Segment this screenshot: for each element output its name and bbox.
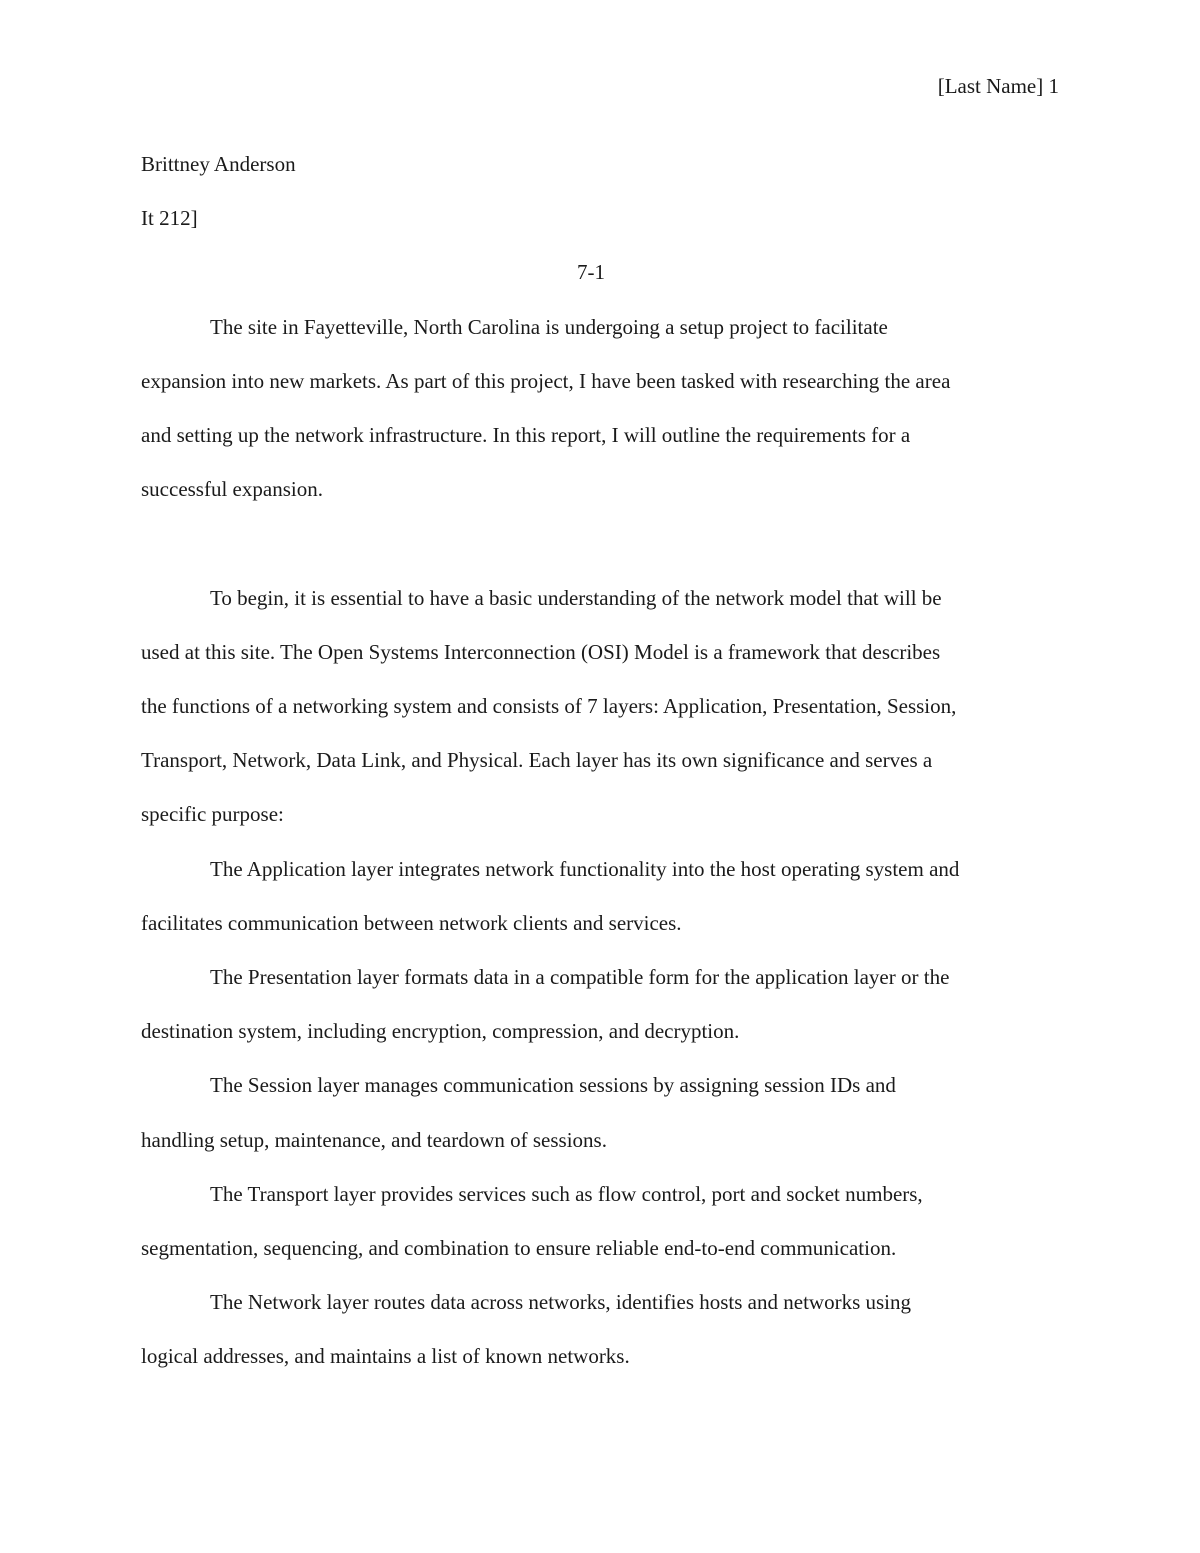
document-title: 7-1: [577, 260, 605, 285]
paragraph-line: handling setup, maintenance, and teardown of sessions.: [141, 1127, 607, 1152]
paragraph-line: Transport, Network, Data Link, and Physical. Each layer has its own significance and serves a: [141, 748, 933, 773]
document-body: [141, 137, 1061, 1384]
paragraph-line: the functions of a networking system and consists of 7 layers: Application, Presentation, Session,: [141, 694, 957, 719]
paragraph-line: logical addresses, and maintains a list of known networks.: [141, 1344, 630, 1369]
paragraph-network-layer: [141, 1275, 1061, 1383]
paragraph-intro: [141, 300, 1061, 517]
paragraph-line: The Application layer integrates network functionality into the host operating system and: [210, 856, 960, 881]
author-name: Brittney Anderson: [141, 152, 296, 176]
paragraph-line: specific purpose:: [141, 802, 284, 827]
paragraph-line: used at this site. The Open Systems Interconnection (OSI) Model is a framework that describes: [141, 639, 941, 664]
paragraph-application-layer: [141, 842, 1061, 950]
course-name: It 212]: [141, 206, 198, 231]
paragraph-line: successful expansion.: [141, 477, 323, 502]
paragraph-line: The Session layer manages communication sessions by assigning session IDs and: [210, 1073, 896, 1098]
paragraph-osi-model: [141, 571, 1061, 842]
paragraph-session-layer: [141, 1058, 1061, 1166]
paragraph-line: facilitates communication between network clients and services.: [141, 910, 682, 935]
paragraph-transport-layer: [141, 1167, 1061, 1275]
paragraph-line: destination system, including encryption, compression, and decryption.: [141, 1019, 740, 1044]
paragraph-line: The Transport layer provides services such as flow control, port and socket numbers,: [210, 1181, 923, 1206]
blank-line: [141, 516, 1061, 570]
paragraph-line: The Presentation layer formats data in a compatible form for the application layer or the: [210, 965, 950, 990]
paragraph-line: The Network layer routes data across networks, identifies hosts and networks using: [210, 1290, 911, 1315]
paragraph-line: segmentation, sequencing, and combination to ensure reliable end-to-end communication.: [141, 1236, 897, 1261]
paragraph-line: and setting up the network infrastructure. In this report, I will outline the requirements for a: [141, 423, 911, 448]
paragraph-line: The site in Fayetteville, North Carolina is undergoing a setup project to facilitate: [210, 314, 888, 339]
paragraph-presentation-layer: [141, 950, 1061, 1058]
paragraph-line: expansion into new markets. As part of this project, I have been tasked with researching the area: [141, 368, 951, 393]
page-header: [Last Name] 1: [937, 74, 1059, 98]
paragraph-line: To begin, it is essential to have a basic understanding of the network model that will be: [210, 585, 942, 610]
